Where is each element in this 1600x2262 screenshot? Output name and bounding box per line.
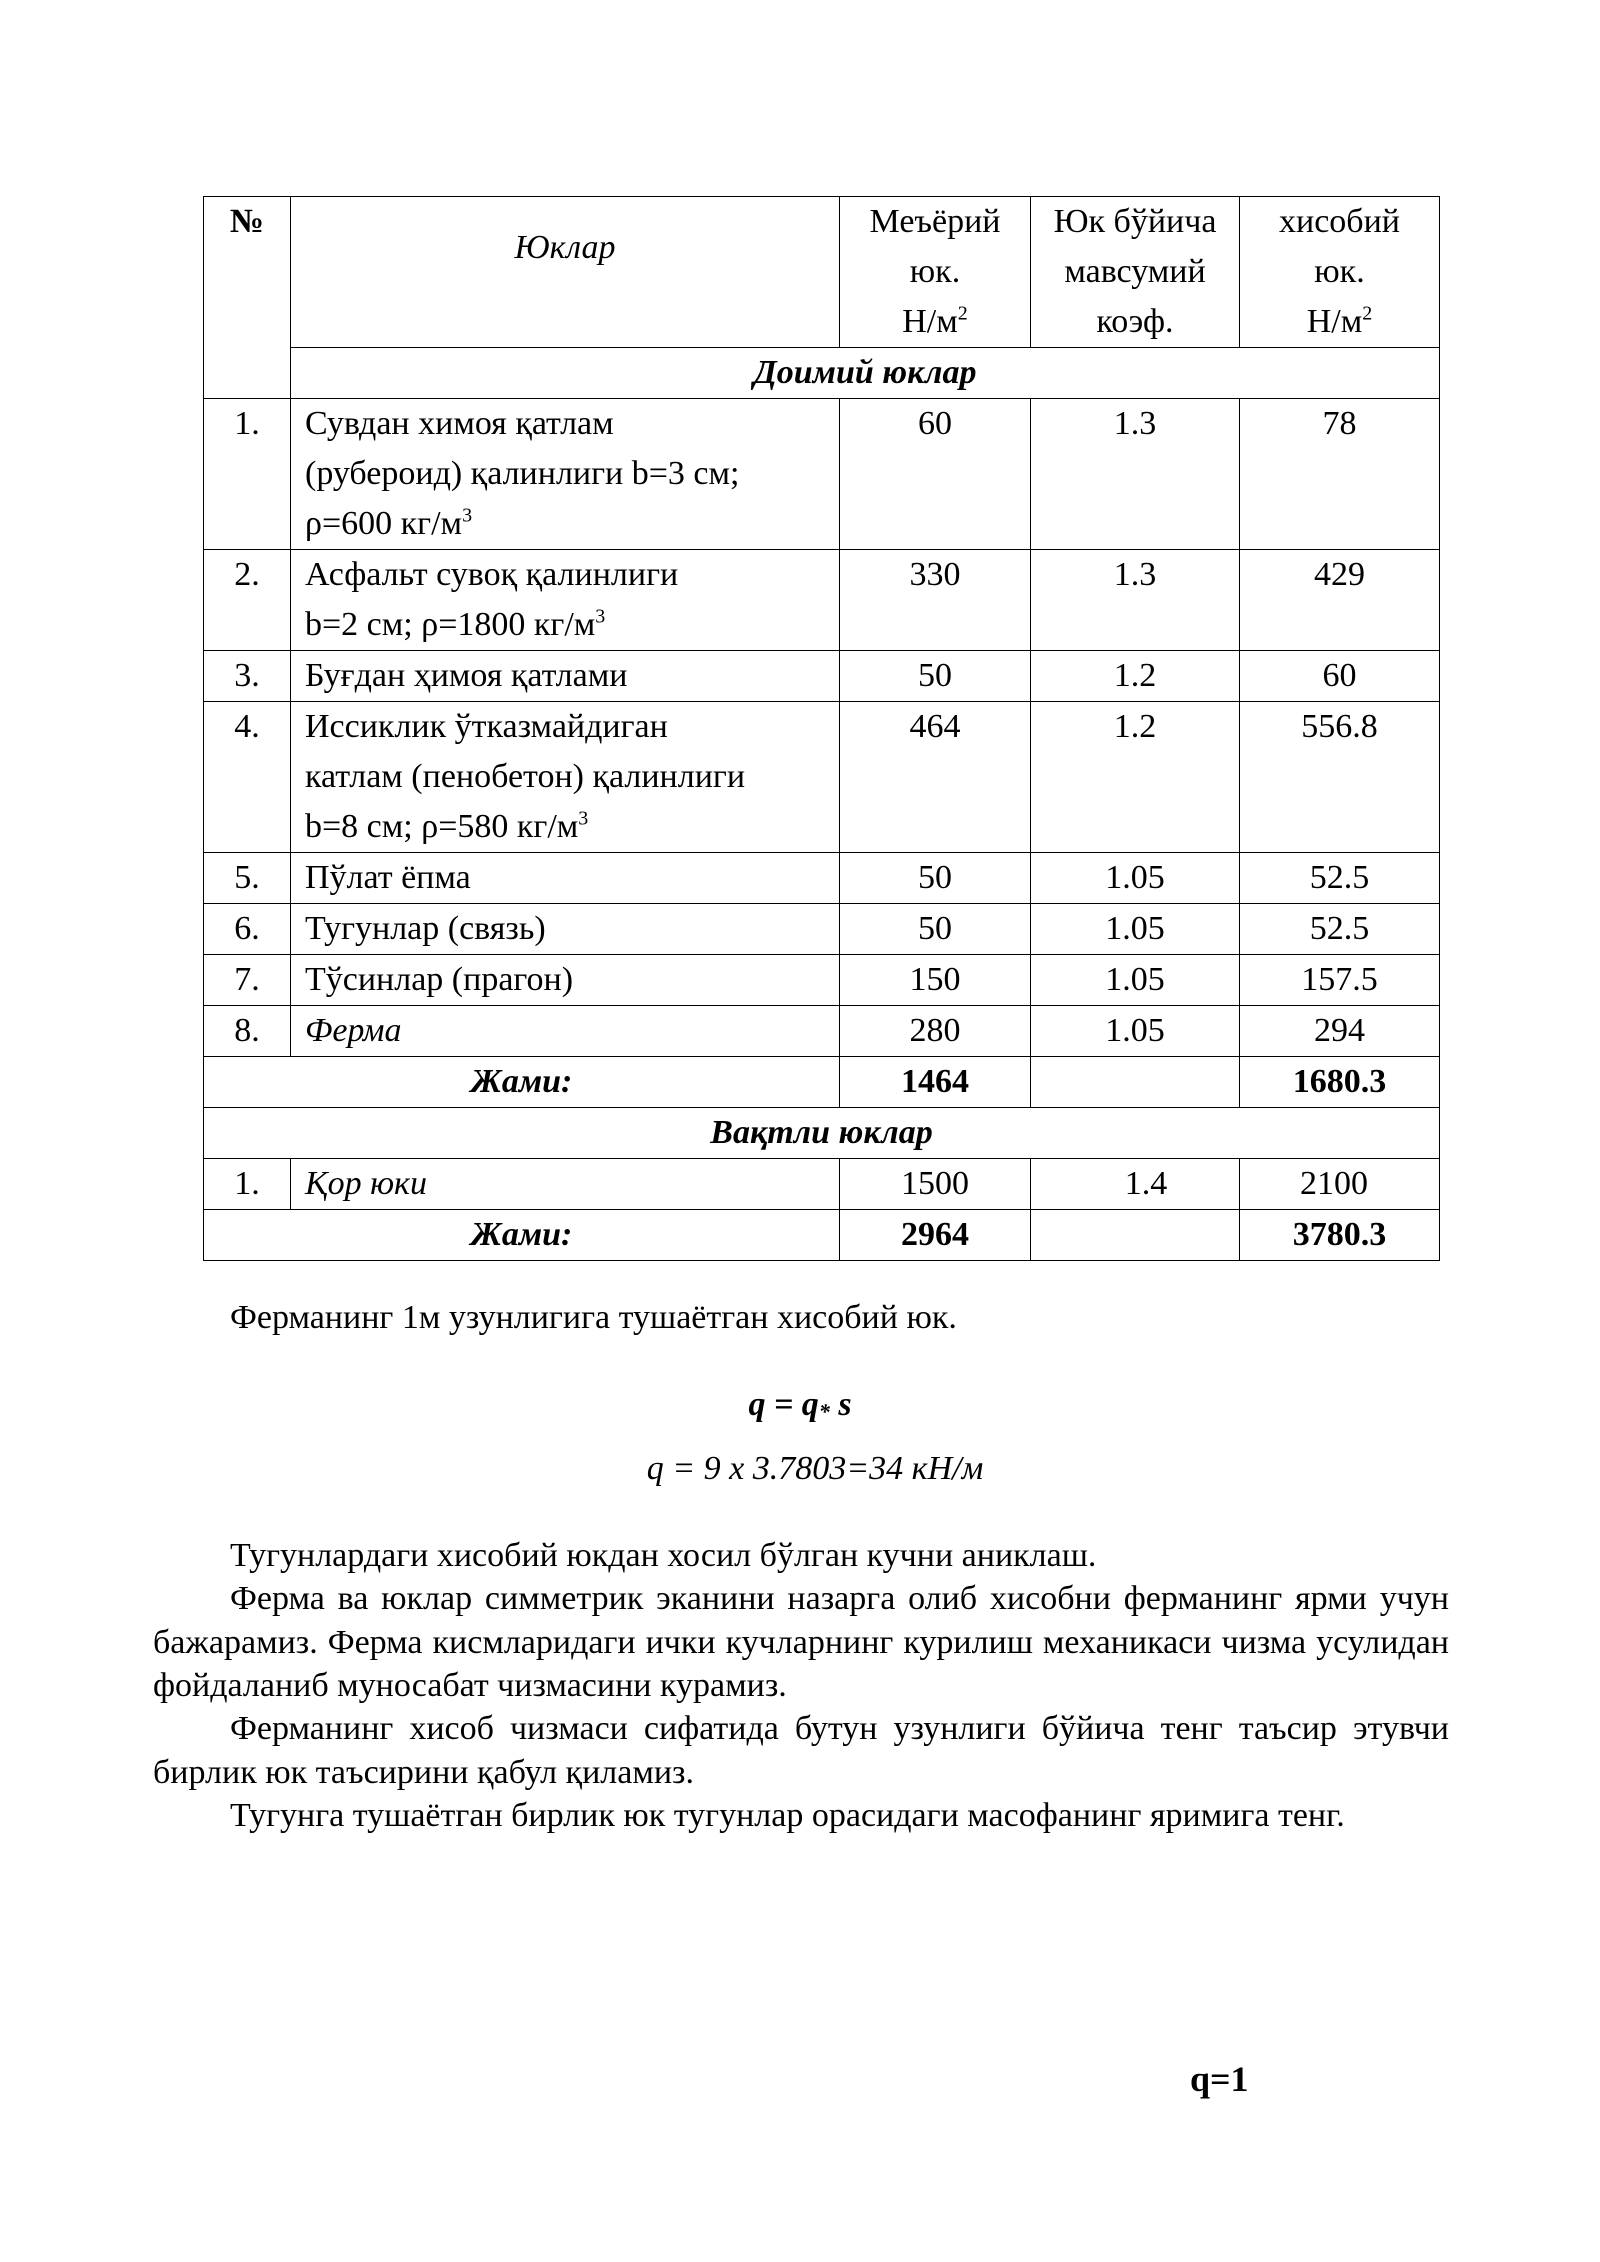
header-normative: Меъёрий юк. $Н/м^2$ xyxy=(840,197,1031,348)
formula-q: q = q* s xyxy=(748,1386,852,1424)
formula-q-value: q = 9 х 3.7803=34 кН/м xyxy=(646,1450,984,1487)
paragraph-unit-load: Ферманинг хисоб чизмаси сифатида бутун узунлиги бўйича тенг таъсир этувчи бирлик юк таъсирини қабул қиламиз. xyxy=(153,1710,1449,1791)
table-row: 4. Иссиклик ўтказмайдиган катлам (пенобетон) қалинлиги b=8 см; ρ=580 $кг/м^3$ 464 1.2 556.8 xyxy=(204,702,1440,853)
total-row-temporary: Жами: 2964 3780.3 xyxy=(204,1210,1440,1261)
section-permanent xyxy=(204,348,1440,399)
section-title-permanent: Доимий юклар xyxy=(291,348,1440,399)
q-equals-label: q=1 xyxy=(1190,2059,1249,2099)
paragraph-design-load: Ферманинг 1м узунлигига тушаётган хисобий юк. xyxy=(230,1299,957,1336)
header-loads: Юклар xyxy=(291,197,840,348)
loads-table xyxy=(203,196,1440,1261)
table-row: 1. Сувдан химоя қатлам (рубероид) қалинлиги b=3 см; ρ=600 $кг/м^3$ 60 1.3 78 xyxy=(204,399,1440,550)
table-row: 2. Асфальт сувоқ қалинлиги b=2 см; ρ=1800 $кг/м^3$ 330 1.3 429 xyxy=(204,550,1440,651)
paragraph-symmetry: Ферма ва юклар симметрик эканини назарга олиб хисобни ферманинг ярми учун бажарамиз. Ферма кисмларидаги ички кучларнинг курилиш механикаси чизма усулидан фойдаланиб муносабат чизмасини курамиз. xyxy=(153,1580,1449,1704)
table-row: 1. Қор юки 1500 1.4 2100 xyxy=(204,1159,1440,1210)
table-header-row xyxy=(204,197,1440,348)
table-row: 8. Ферма 280 1.05 294 xyxy=(204,1006,1440,1057)
paragraph-node-load: Тугунга тушаётган бирлик юк тугунлар орасидаги масофанинг яримига тенг. xyxy=(230,1797,1345,1834)
section-temporary xyxy=(204,1108,1440,1159)
table-row: 5. Пўлат ёпма 50 1.05 52.5 xyxy=(204,853,1440,904)
table-row: 6. Тугунлар (связь) 50 1.05 52.5 xyxy=(204,904,1440,955)
paragraph-node-force: Тугунлардаги хисобий юкдан хосил бўлган кучни аниклаш. xyxy=(230,1537,1097,1574)
header-number: № xyxy=(204,197,291,399)
header-design: хисобий юк. $Н/м^2$ xyxy=(1240,197,1440,348)
total-row-permanent: Жами: 1464 1680.3 xyxy=(204,1057,1440,1108)
section-title-temporary: Вақтли юклар xyxy=(204,1108,1440,1159)
table-row: 7. Тўсинлар (прагон) 150 1.05 157.5 xyxy=(204,955,1440,1006)
header-coefficient: Юк бўйича мавсумий коэф. xyxy=(1031,197,1240,348)
table-row: 3. Буғдан ҳимоя қатлами 50 1.2 60 xyxy=(204,651,1440,702)
